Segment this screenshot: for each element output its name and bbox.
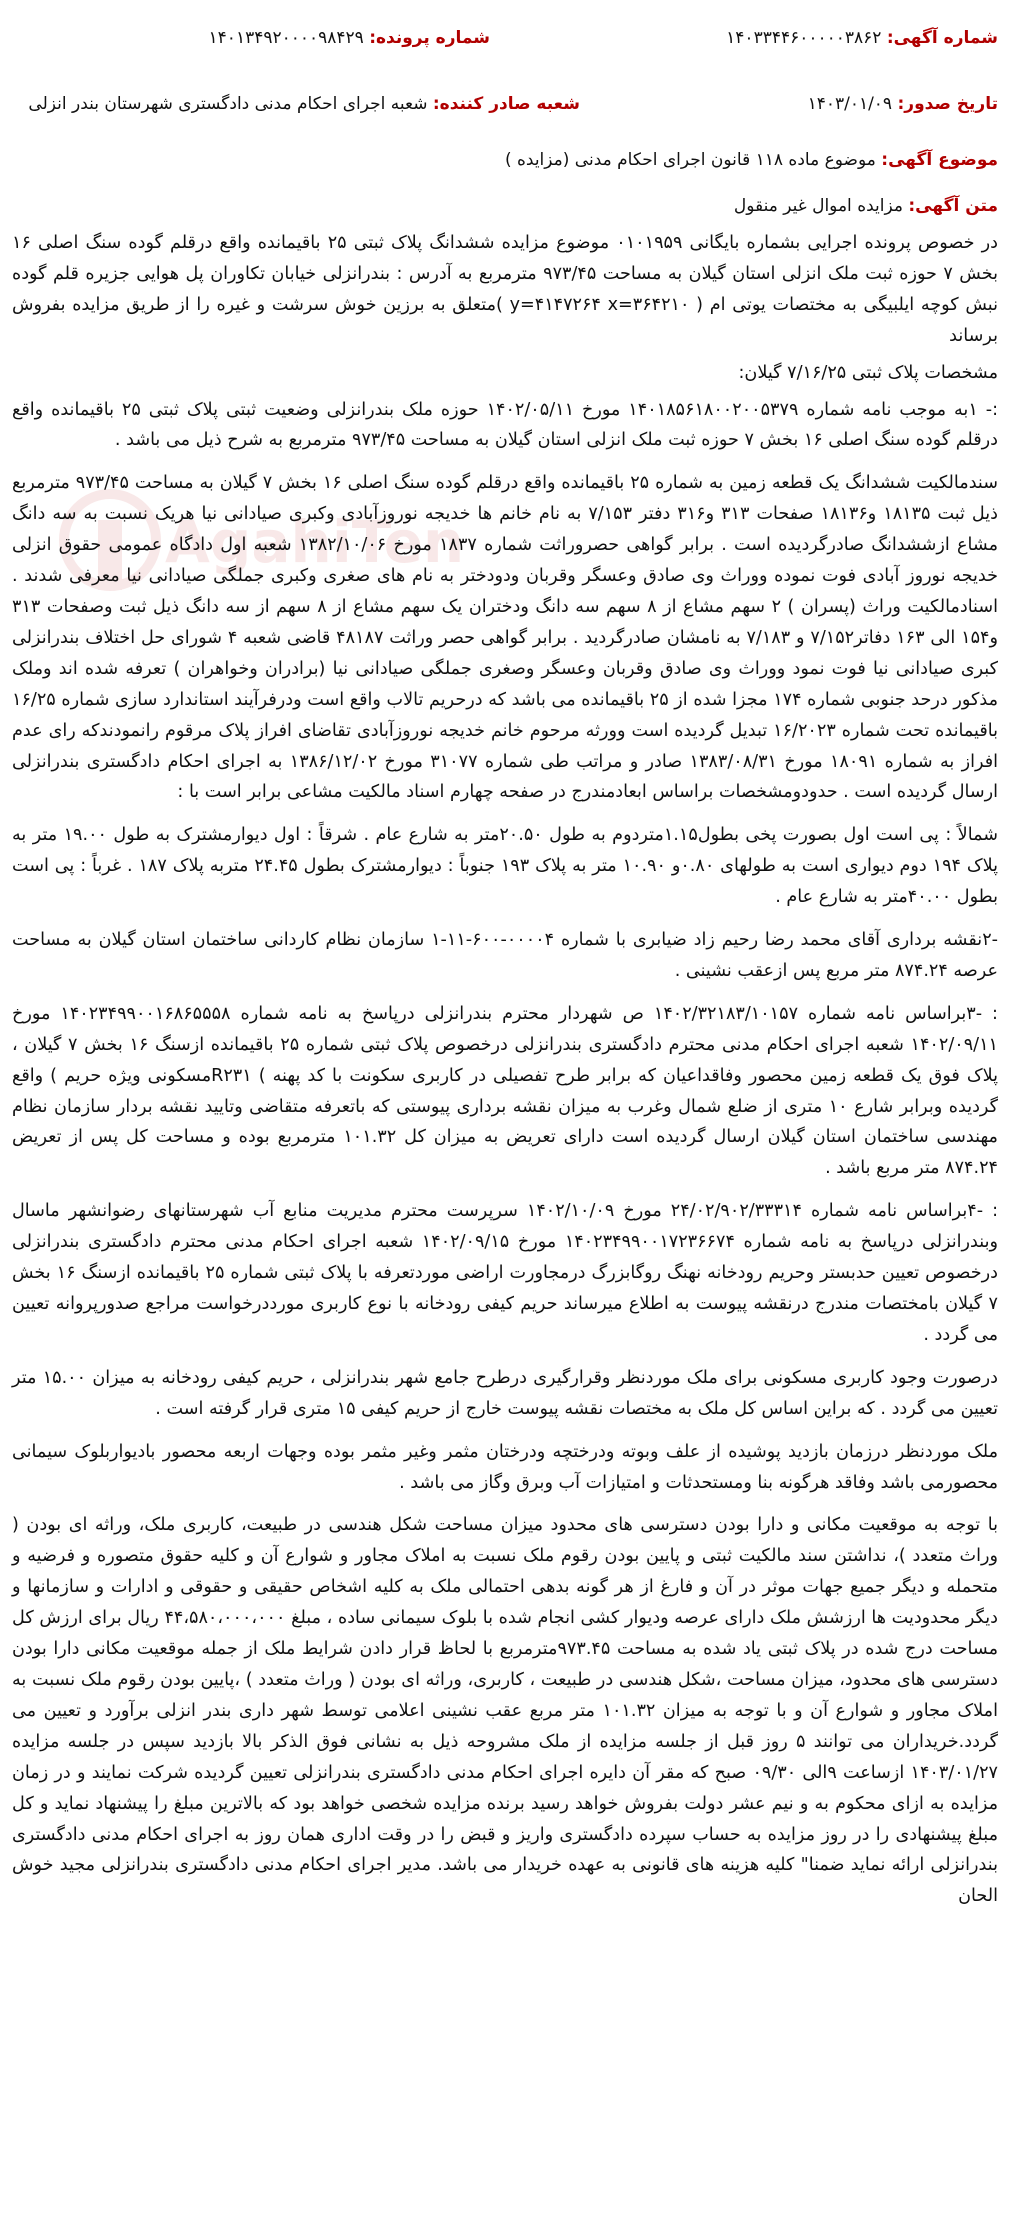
notice-number-label: شماره آگهی:	[886, 28, 998, 48]
issuing-branch	[28, 94, 580, 114]
file-number-value: ۱۴۰۱۳۴۹۲۰۰۰۰۹۸۴۲۹	[208, 28, 364, 48]
body-paragraph-boundaries: شمالاً : پی است اول بصورت پخی بطول۱.۱۵متردوم به طول ۲۰.۵۰متر به شارع عام . شرقاً : اول دیوارمشترک به طول ۱۹.۰۰ متر به پلاک ۱۹۴ دوم دیواری است به طولهای ۰.۸۰و ۱۰.۹۰ متر به پلاک ۱۹۳ جنوباً : دیوارمشترک بطول ۲۴.۴۵ متربه پلاک ۱۸۷ . غرباً : پی است بطول ۴۰.۰۰متر به شارع عام .	[12, 825, 999, 908]
notice-text-label: متن آگهی:	[908, 196, 998, 216]
body-paragraph-intro: در خصوص پرونده اجرایی بشماره بایگانی ۰۱۰۱۹۵۹ موضوع مزایده ششدانگ پلاک ثبتی ۲۵ باقیمانده واقع درقلم گوده سنگ اصلی ۱۶ بخش ۷ حوزه ثبت ملک انزلی استان گیلان به مساحت ۹۷۳/۴۵ مترمربع به آدرس : بندرانزلی خیابان تکاوران پل هوایی جزیره قلم گوده نبش کوچه ایلبیگی به مختصات یوتی ام ( y=۴۱۴۷۲۶۴ x=۳۶۴۲۱۰ )متعلق به برزین خوش سرشت و غیره را از طریق مزایده بفروش برساند	[12, 233, 998, 346]
notice-text-value: مزایده اموال غیر منقول	[733, 196, 903, 216]
notice-subject	[505, 150, 998, 170]
body-paragraph-survey: -۲نقشه برداری آقای محمد رضا رحیم زاد ضیابری با شماره ۰۰۰۰۴-۶۰۰-۱۱-۱ سازمان نظام کاردانی ساختمان استان گیلان به مساحت عرصه ۸۷۴.۲۴ متر مربع پس ازعقب نشینی .	[12, 930, 998, 981]
notice-body	[12, 228, 998, 1924]
file-number-label: شماره پرونده:	[369, 28, 490, 48]
issue-date-label: تاریخ صدور:	[897, 94, 998, 114]
body-paragraph-river-buffer: درصورت وجود کاربری مسکونی برای ملک موردنظر وقرارگیری درطرح جامع شهر بندرانزلی ، حریم کیفی رودخانه به میزان ۱۵.۰۰ متر تعیین می گردد . که براین اساس کل ملک به مختصات نقشه پیوست خارج از حریم کیفی ۱۵ متری قرار گرفته است .	[12, 1367, 998, 1419]
notice-subject-value: موضوع ماده ۱۱۸ قانون اجرای احکام مدنی (مزایده )	[504, 150, 876, 170]
issuing-branch-label: شعبه صادر کننده:	[432, 94, 580, 114]
issuing-branch-value: شعبه اجرای احکام مدنی دادگستری شهرستان بندر انزلی	[28, 94, 428, 114]
issue-date-value: ۱۴۰۳/۰۱/۰۹	[807, 94, 893, 114]
body-paragraph-registration: :- ۱به موجب نامه شماره ۱۴۰۱۸۵۶۱۸۰۰۲۰۰۵۳۷۹ مورخ ۱۴۰۲/۰۵/۱۱ حوزه ملک بندرانزلی وضعیت ثبتی پلاک ثبتی ۲۵ باقیمانده واقع درقلم گوده سنگ اصلی ۱۶ بخش ۷ حوزه ثبت ملک انزلی استان گیلان به مساحت ۹۷۳/۴۵ مترمربع به شرح ذیل می باشد .	[12, 399, 998, 451]
body-paragraph-ownership: سندمالکیت ششدانگ یک قطعه زمین به شماره ۲۵ باقیمانده واقع درقلم گوده سنگ اصلی ۱۶ بخش ۷ گیلان به مساحت ۹۷۳/۴۵ مترمربع ذیل ثبت ۱۸۱۳۵ و۱۸۱۳۶ صفحات ۳۱۳ و۳۱۶ دفتر ۷/۱۵۳ به نام خانم ها خدیجه نوروزآبادی وکبری صیادانی نیا هریک نسبت به سه دانگ مشاع ازششدانگ صادرگردیده است . برابر گواهی حصروراثت شماره ۱۸۳۷ مورخ ۱۳۸۲/۱۰/۰۶ شعبه اول دادگاه عمومی حقوق انزلی خدیجه نوروز آبادی فوت نموده ووراث وی صادق وعسگر وقربان ودودختر به نام های صغری وکبری جملگی صیادانی نیا معرفی شدند . اسنادمالکیت وراث (پسران ) ۲ سهم مشاع از ۸ سهم سه دانگ ودختران یک سهم مشاع از ۸ سهم از سه دانگ ذیل ثبت وصفحات ۳۱۳ و۱۵۴ الی ۱۶۳ دفاتر۷/۱۵۲ و ۷/۱۸۳ به نامشان صادرگردید . برابر گواهی حصر وراثت ۴۸۱۸۷ قاضی شعبه ۴ شورای حل اختلاف بندرانزلی کبری صیادانی نیا فوت نمود ووراث وی صادق وقربان وعسگر وصغری جملگی صیادانی نیا (برادران وخواهران ) تعرفه شده اند وملک مذکور درحد جنوبی شماره ۱۷۴ مجزا شده از ۲۵ باقیمانده می باشد که درحریم تالاب واقع است ودرفرآیند استاندارد سازی شماره ۱۶/۲۵ باقیمانده تحت شماره ۱۶/۲۰۲۳ تبدیل گردیده است وورثه مرحوم خانم خدیجه نوروزآبادی تقاضای افراز پلاک مرقوم رانمودندکه رای عدم افراز به شماره ۱۸۰۹۱ مورخ ۱۳۸۳/۰۸/۳۱ صادر و مراتب طی شماره ۳۱۰۷۷ مورخ ۱۳۸۶/۱۲/۰۲ به اجرای احکام دادگستری بندرانزلی ارسال گردیده است . حدودومشخصات براساس ابعادمندرج در صفحه چهارم اسناد مالکیت مشاعی برابر است با :	[12, 473, 999, 803]
notice-number	[726, 28, 998, 48]
watermark-text: AgahiTen	[165, 508, 460, 576]
notice-subject-label: موضوع آگهی:	[881, 150, 998, 170]
body-paragraph-site-visit: ملک موردنظر درزمان بازدید پوشیده از علف وبوته ودرختچه ودرختان مثمر وغیر مثمر بوده وجهات اربعه محصور بادیواربلوک سیمانی محصورمی باشد وفاقد هرگونه بنا ومستحدثات و امتیازات آب وبرق وگاز می باشد .	[12, 1441, 998, 1493]
notice-text-title	[734, 196, 998, 216]
body-paragraph-water-authority: : -۴براساس نامه شماره ۲۴/۰۲/۹۰۲/۳۳۳۱۴ مورخ ۱۴۰۲/۱۰/۰۹ سرپرست محترم مدیریت منابع آب شهرستانهای رضوانشهر ماسال وبندرانزلی درپاسخ به نامه شماره ۱۴۰۲۳۴۹۹۰۰۱۷۲۳۶۶۷۴ مورخ ۱۴۰۲/۰۹/۱۵ شعبه اجرای احکام مدنی محترم دادگستری بندرانزلی درخصوص تعیین حدبستر وحریم رودخانه نهنگ روگابزرگ درمجاورت اراضی موردتعرفه با پلاک ثبتی شماره ۲۵ باقیمانده ازسنگ ۱۶ بخش ۷ گیلان بامختصات مندرج درنقشه پیوست به اطلاع میرساند حریم کیفی رودخانه با نوع کاربری مورددرخواست مراجع صدورپروانه تعیین می گردد .	[12, 1201, 999, 1345]
body-paragraph-valuation: با توجه به موقعیت مکانی و دارا بودن دسترسی های محدود میزان مساحت شکل هندسی در طبیعت، کاربری ملک، وراثه ای بودن ( وراث متعدد )، نداشتن سند مالکیت ثبتی و پایین بودن رقوم ملک نسبت به املاک مجاور و شوارع آن و کلیه حقوق متصوره و فرضیه و متحمله و دیگر جمیع جهات موثر در آن و فارغ از هر گونه بدهی احتمالی ملک به کلیه اشخاص حقیقی و حقوقی و ادارات و سازمانها و دیگر محدودیت ها ارزشش ملک دارای عرصه ودیوار کشی انجام شده با بلوک سیمانی ساده ، مبلغ ۴۴،۵۸۰،۰۰۰،۰۰۰ ریال برای ارزش کل مساحت درج شده در پلاک ثبتی یاد شده به مساحت ۹۷۳.۴۵مترمربع با لحاظ قرار دادن شرایط ملک از جمله موقعیت مکانی دارا بودن دسترسی های محدود، میزان مساحت ،شکل هندسی در طبیعت ، کاربری، وراثه ای بودن ( وراث متعدد ) ،پایین بودن رقوم ملک نسبت به املاک مجاور و شوارع آن و با توجه به میزان ۱۰۱.۳۲ متر مربع عقب نشینی اعلامی توسط شهر داری بندر انزلی برآورد و تعیین می گردد.خریداران می توانند ۵ روز قبل از جلسه مزایده از ملک مشروحه ذیل به نشانی فوق الذکر بالا بازدید سپس در جلسه مزایده ۱۴۰۳/۰۱/۲۷ ازساعت ۹الی ۰۹/۳۰ صبح که مقر آن دایره اجرای احکام مدنی دادگستری بندرانزلی تعیین گردیده شرکت نمایند و در زمان مزایده به ازای محکوم به و نیم عشر دولت بفروش خواهد رسید برنده مزایده شخصی خواهد بود که بالاترین مبلغ را پیشنهاد نماید و کل مبلغ پیشنهادی را در روز مزایده به حساب سپرده دادگستری واریز و قبض را در وقت اداری همان روز به اجرای احکام مدنی دادگستری بندرانزلی ارائه نماید ضمنا" کلیه هزینه های قانونی به عهده خریدار می باشد. مدیر اجرای احکام مدنی دادگستری بندرانزلی مجید خوش الحان	[12, 1515, 998, 1907]
body-paragraph-plate-spec: مشخصات پلاک ثبتی ۷/۱۶/۲۵ گیلان:	[738, 362, 998, 383]
file-number	[209, 28, 490, 48]
body-paragraph-municipality: : -۳براساس نامه شماره ۱۴۰۲/۳۲۱۸۳/۱۰۱۵۷ ص شهردار محترم بندرانزلی درپاسخ به نامه شماره ۱۴۰۲۳۴۹۹۰۰۱۶۸۶۵۵۵۸ مورخ ۱۴۰۲/۰۹/۱۱ شعبه اجرای احکام مدنی محترم دادگستری بندرانزلی درخصوص پلاک ثبتی شماره ۲۵ باقیمانده ازسنگ ۱۶ بخش ۷ گیلان ، پلاک فوق یک قطعه زمین محصور وفاقداعیان که برابر طرح تفصیلی در کاربری سکونت با کد پهنه ) R۲۳۱مسکونی ویژه حریم ) واقع گردیده وبرابر شارع ۱۰ متری از ضلع شمال وغرب به میزان نقشه برداری پیوستی که باتعرفه متقاضی وتایید نقشه بردار سازمان نظام مهندسی ساختمان استان گیلان ارسال گردیده است دارای تعریض به میزان کل ۱۰۱.۳۲ مترمربع بوده و مساحت کل پس از تعریض ۸۷۴.۲۴ متر مربع باشد .	[12, 1003, 999, 1179]
notice-number-value: ۱۴۰۳۳۴۴۶۰۰۰۰۰۳۸۶۲	[726, 28, 882, 48]
issue-date	[808, 94, 998, 114]
